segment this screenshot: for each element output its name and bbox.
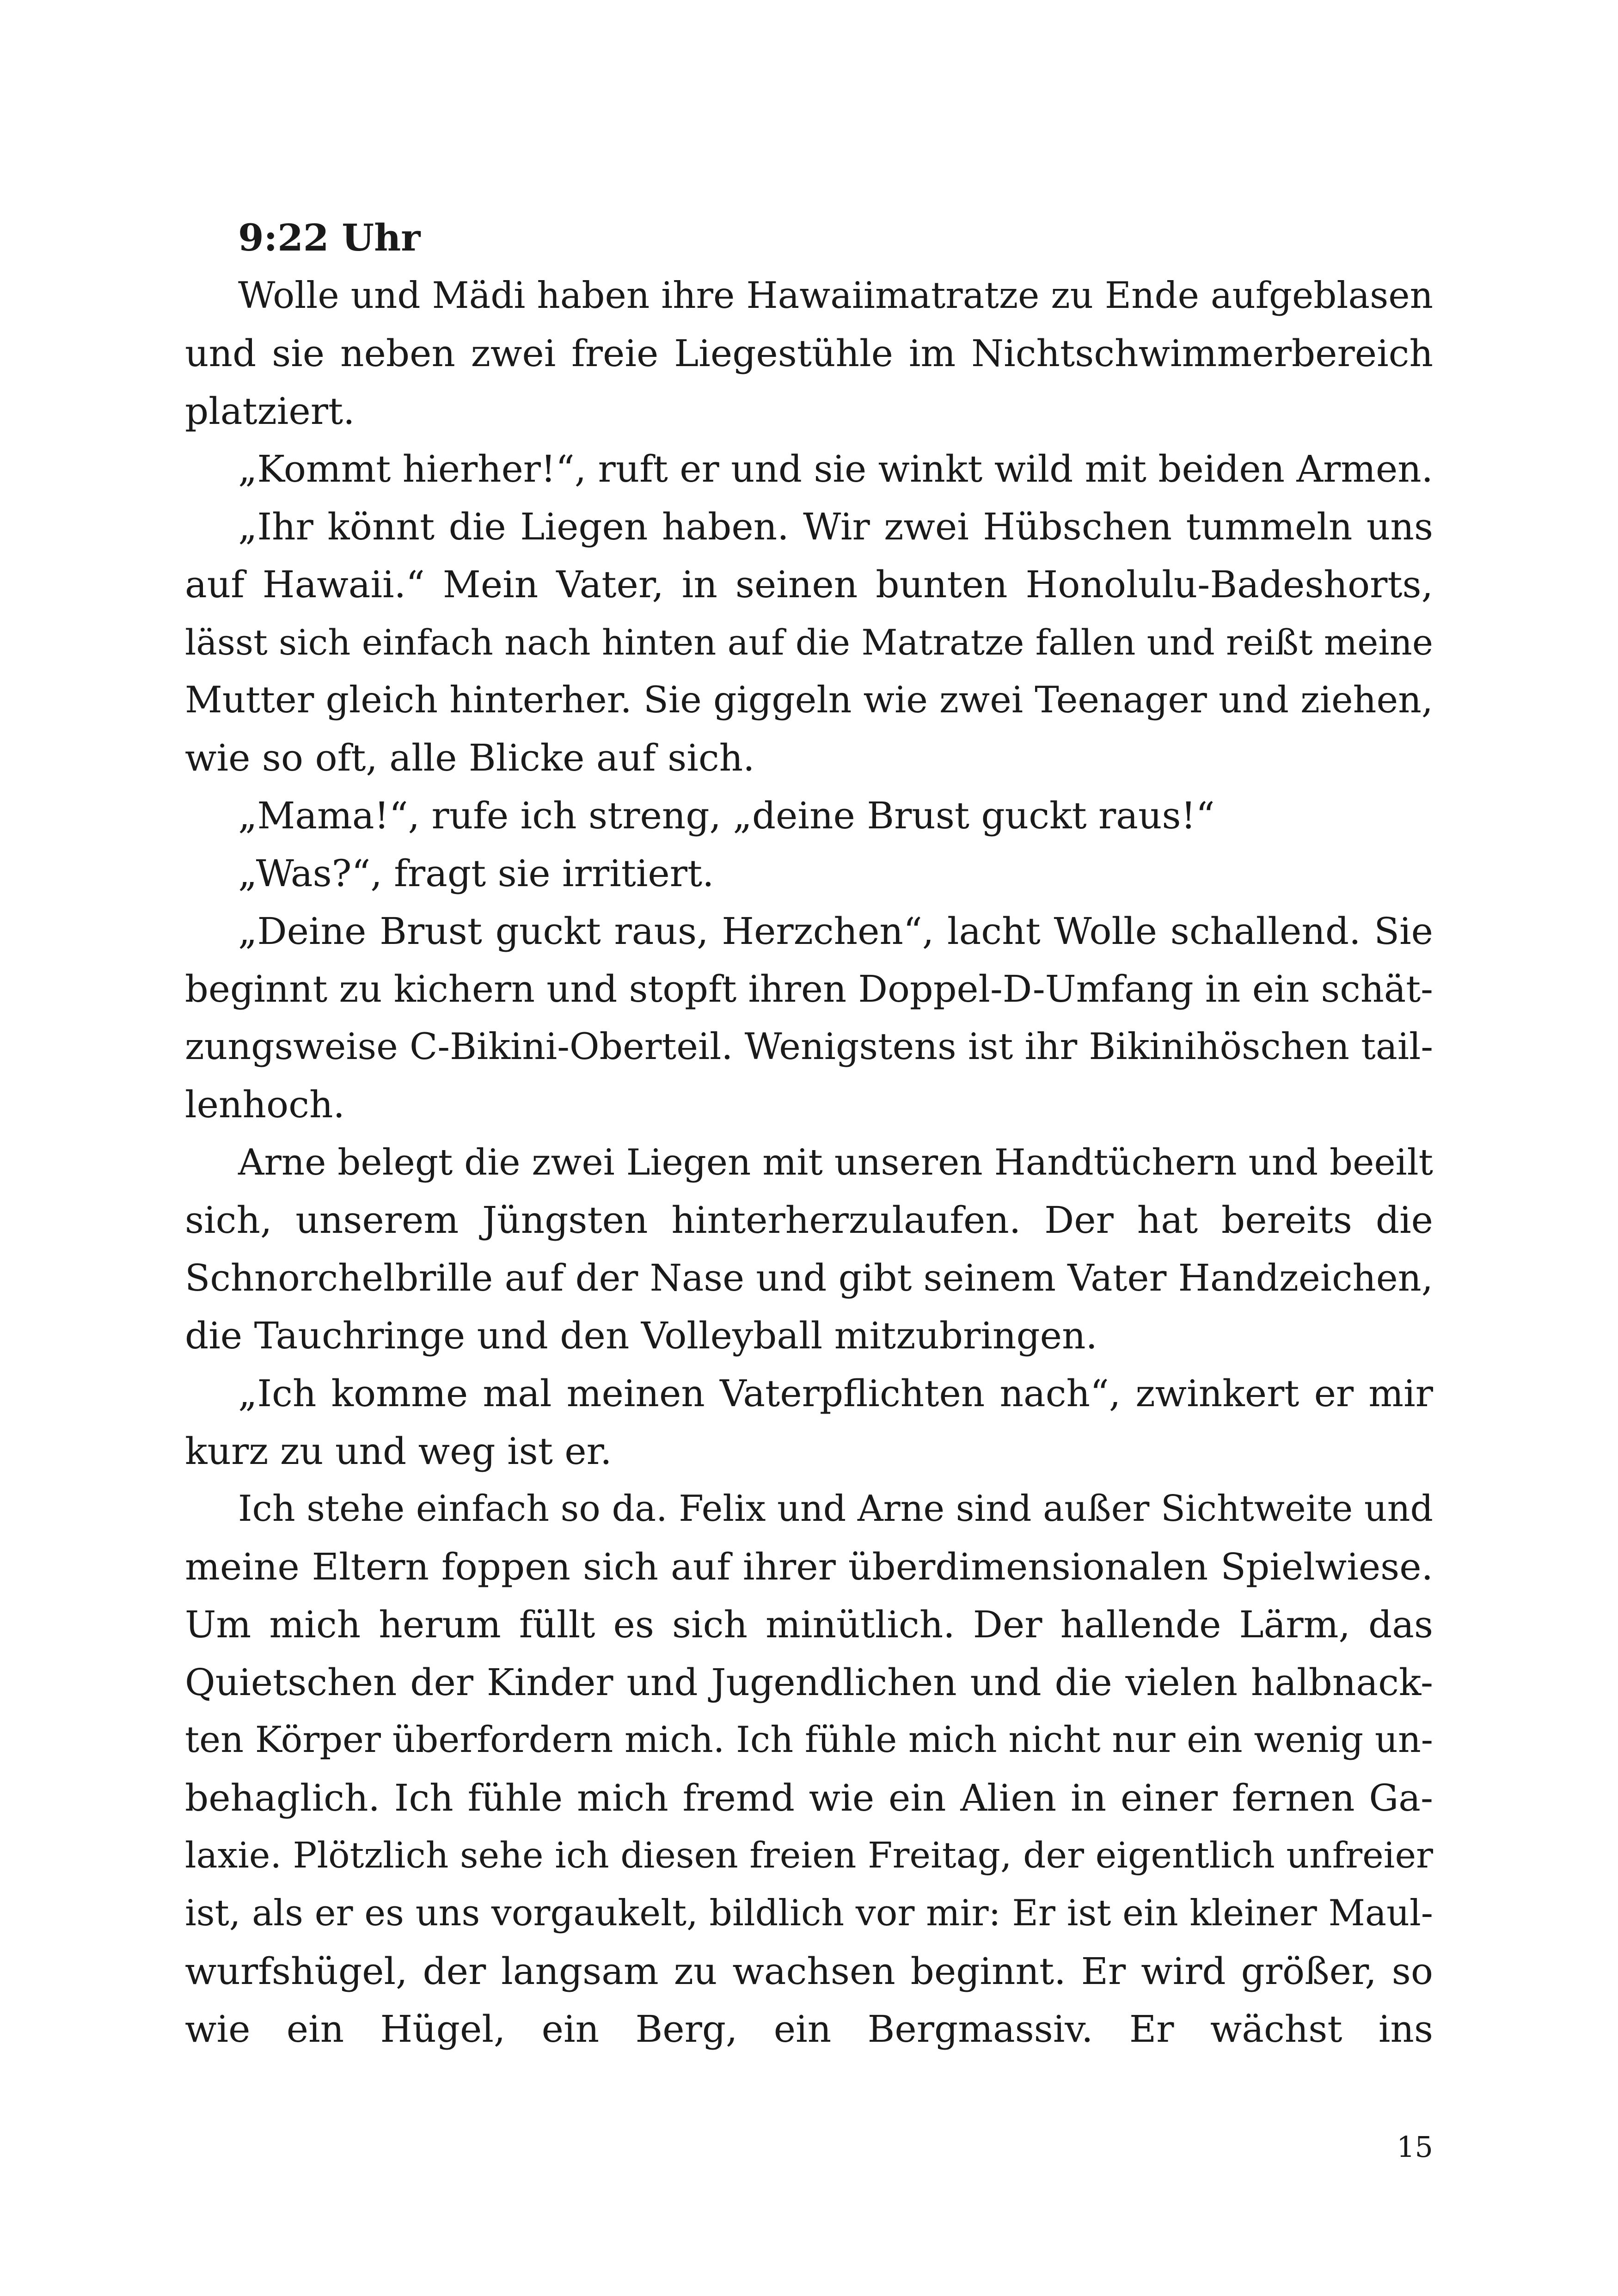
body-text: [185, 267, 1433, 2058]
text-line: Wolle und Mädi haben ihre Hawaiimatratze zu Ende aufgeblasen: [238, 275, 1433, 317]
text-line: Arne belegt die zwei Liegen mit unseren Handtüchern und beeilt: [238, 1141, 1433, 1183]
text-line: lässt sich einfach nach hinten auf die Matratze fallen und reißt meine: [185, 622, 1433, 663]
text-line: zungsweise C-Bikini-Oberteil. Wenigstens ist ihr Bikinihöschen tail-: [185, 1025, 1433, 1068]
text-line: „Deine Brust guckt raus, Herzchen“, lacht Wolle schallend. Sie: [238, 910, 1433, 953]
text-line: Mutter gleich hinterher. Sie giggeln wie zwei Teenager und ziehen,: [185, 679, 1433, 721]
text-line: beginnt zu kichern und stopft ihren Doppel-D-Umfang in ein schät-: [185, 967, 1433, 1010]
text-line: lenhoch.: [185, 1083, 345, 1126]
page-body: [185, 209, 1433, 2058]
text-line: wie ein Hügel, ein Berg, ein Bergmassiv. Er wächst ins: [185, 2008, 1433, 2051]
text-line: „Was?“, fragt sie irritiert.: [238, 852, 714, 895]
text-line: „Mama!“, rufe ich streng, „deine Brust guckt raus!“: [238, 794, 1215, 837]
text-line: kurz zu und weg ist er.: [185, 1430, 612, 1473]
text-line: Ich stehe einfach so da. Felix und Arne sind außer Sichtweite und: [238, 1488, 1433, 1530]
text-line: „Ihr könnt die Liegen haben. Wir zwei Hübschen tummeln uns: [238, 505, 1433, 548]
text-line: behaglich. Ich fühle mich fremd wie ein Alien in einer fernen Ga-: [185, 1776, 1433, 1819]
text-line: platziert.: [185, 390, 355, 433]
text-line: ist, als er es uns vorgaukelt, bildlich vor mir: Er ist ein kleiner Maul-: [185, 1892, 1433, 1934]
text-line: wie so oft, alle Blicke auf sich.: [185, 736, 755, 779]
page-number: 15: [1397, 2130, 1433, 2164]
text-line: sich, unserem Jüngsten hinterherzulaufen. Der hat bereits die: [185, 1199, 1433, 1242]
text-line: Quietschen der Kinder und Jugendlichen und die vielen halbnack-: [185, 1661, 1433, 1704]
text-line: „Kommt hierher!“, ruft er und sie winkt wild mit beiden Armen.: [238, 447, 1433, 490]
section-heading: 9:22 Uhr: [238, 216, 421, 259]
text-line: auf Hawaii.“ Mein Vater, in seinen bunten Honolulu-Badeshorts,: [185, 563, 1433, 606]
text-line: meine Eltern foppen sich auf ihrer überdimensionalen Spielwiese.: [185, 1545, 1433, 1588]
text-line: „Ich komme mal meinen Vaterpflichten nach“, zwinkert er mir: [238, 1372, 1433, 1415]
text-line: ten Körper überfordern mich. Ich fühle mich nicht nur ein wenig un-: [185, 1719, 1433, 1761]
text-line: Schnorchelbrille auf der Nase und gibt seinem Vater Handzeichen,: [185, 1256, 1433, 1299]
text-line: und sie neben zwei freie Liegestühle im Nichtschwimmerbereich: [185, 332, 1433, 375]
text-line: Um mich herum füllt es sich minütlich. Der hallende Lärm, das: [185, 1603, 1433, 1646]
text-line: die Tauchringe und den Volleyball mitzubringen.: [185, 1314, 1097, 1357]
text-line: laxie. Plötzlich sehe ich diesen freien Freitag, der eigentlich unfreier: [185, 1835, 1433, 1876]
text-line: wurfshügel, der langsam zu wachsen beginnt. Er wird größer, so: [185, 1950, 1433, 1993]
